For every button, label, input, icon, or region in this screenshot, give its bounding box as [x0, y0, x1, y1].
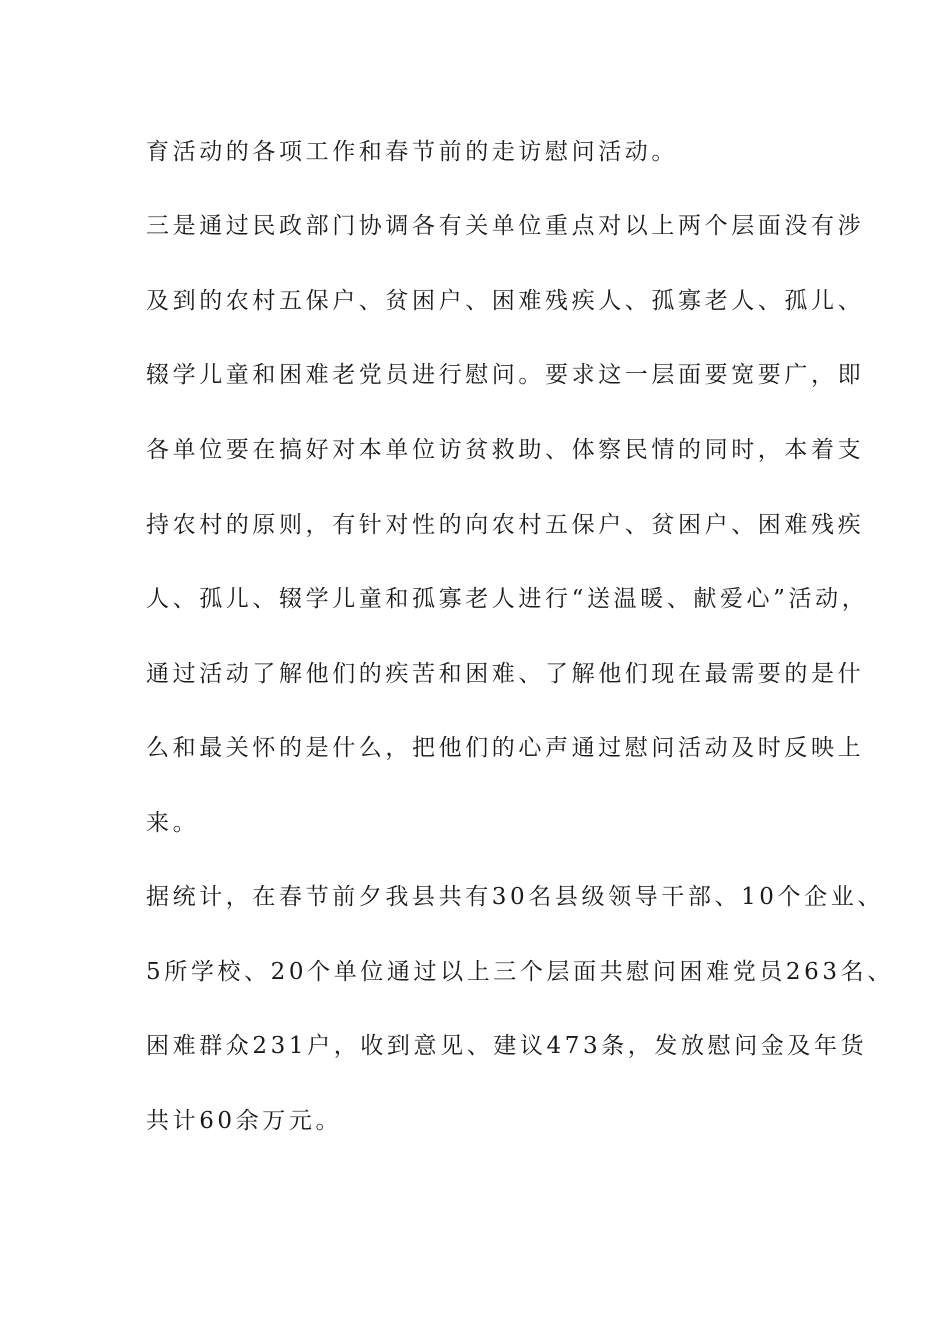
text-line: 通过活动了解他们的疾苦和困难、了解他们现在最需要的是什 [146, 661, 865, 687]
text-line: 三是通过民政部门协调各有关单位重点对以上两个层面没有涉 [146, 213, 865, 239]
text-line: 来。 [146, 810, 200, 836]
text-line: 困难群众231户，收到意见、建议473条，发放慰问金及年货 [146, 1033, 868, 1059]
text-line: 共计60余万元。 [146, 1108, 343, 1134]
text-line: 各单位要在搞好对本单位访贫救助、体察民情的同时，本着支 [146, 437, 865, 463]
text-line: 5所学校、20个单位通过以上三个层面共慰问困难党员263名、 [146, 959, 894, 985]
text-line: 育活动的各项工作和春节前的走访慰问活动。 [146, 139, 678, 165]
text-line: 及到的农村五保户、贫困户、困难残疾人、孤寡老人、孤儿、 [146, 288, 865, 314]
text-line: 据统计，在春节前夕我县共有30名县级领导干部、10个企业、 [146, 884, 884, 910]
text-line: 么和最关怀的是什么，把他们的心声通过慰问活动及时反映上 [146, 735, 865, 761]
text-line: 辍学儿童和困难老党员进行慰问。要求这一层面要宽要广，即 [146, 362, 865, 388]
text-line: 人、孤儿、辍学儿童和孤寡老人进行“送温暖、献爱心”活动， [146, 586, 869, 612]
text-line: 持农村的原则，有针对性的向农村五保户、贫困户、困难残疾 [146, 512, 865, 538]
